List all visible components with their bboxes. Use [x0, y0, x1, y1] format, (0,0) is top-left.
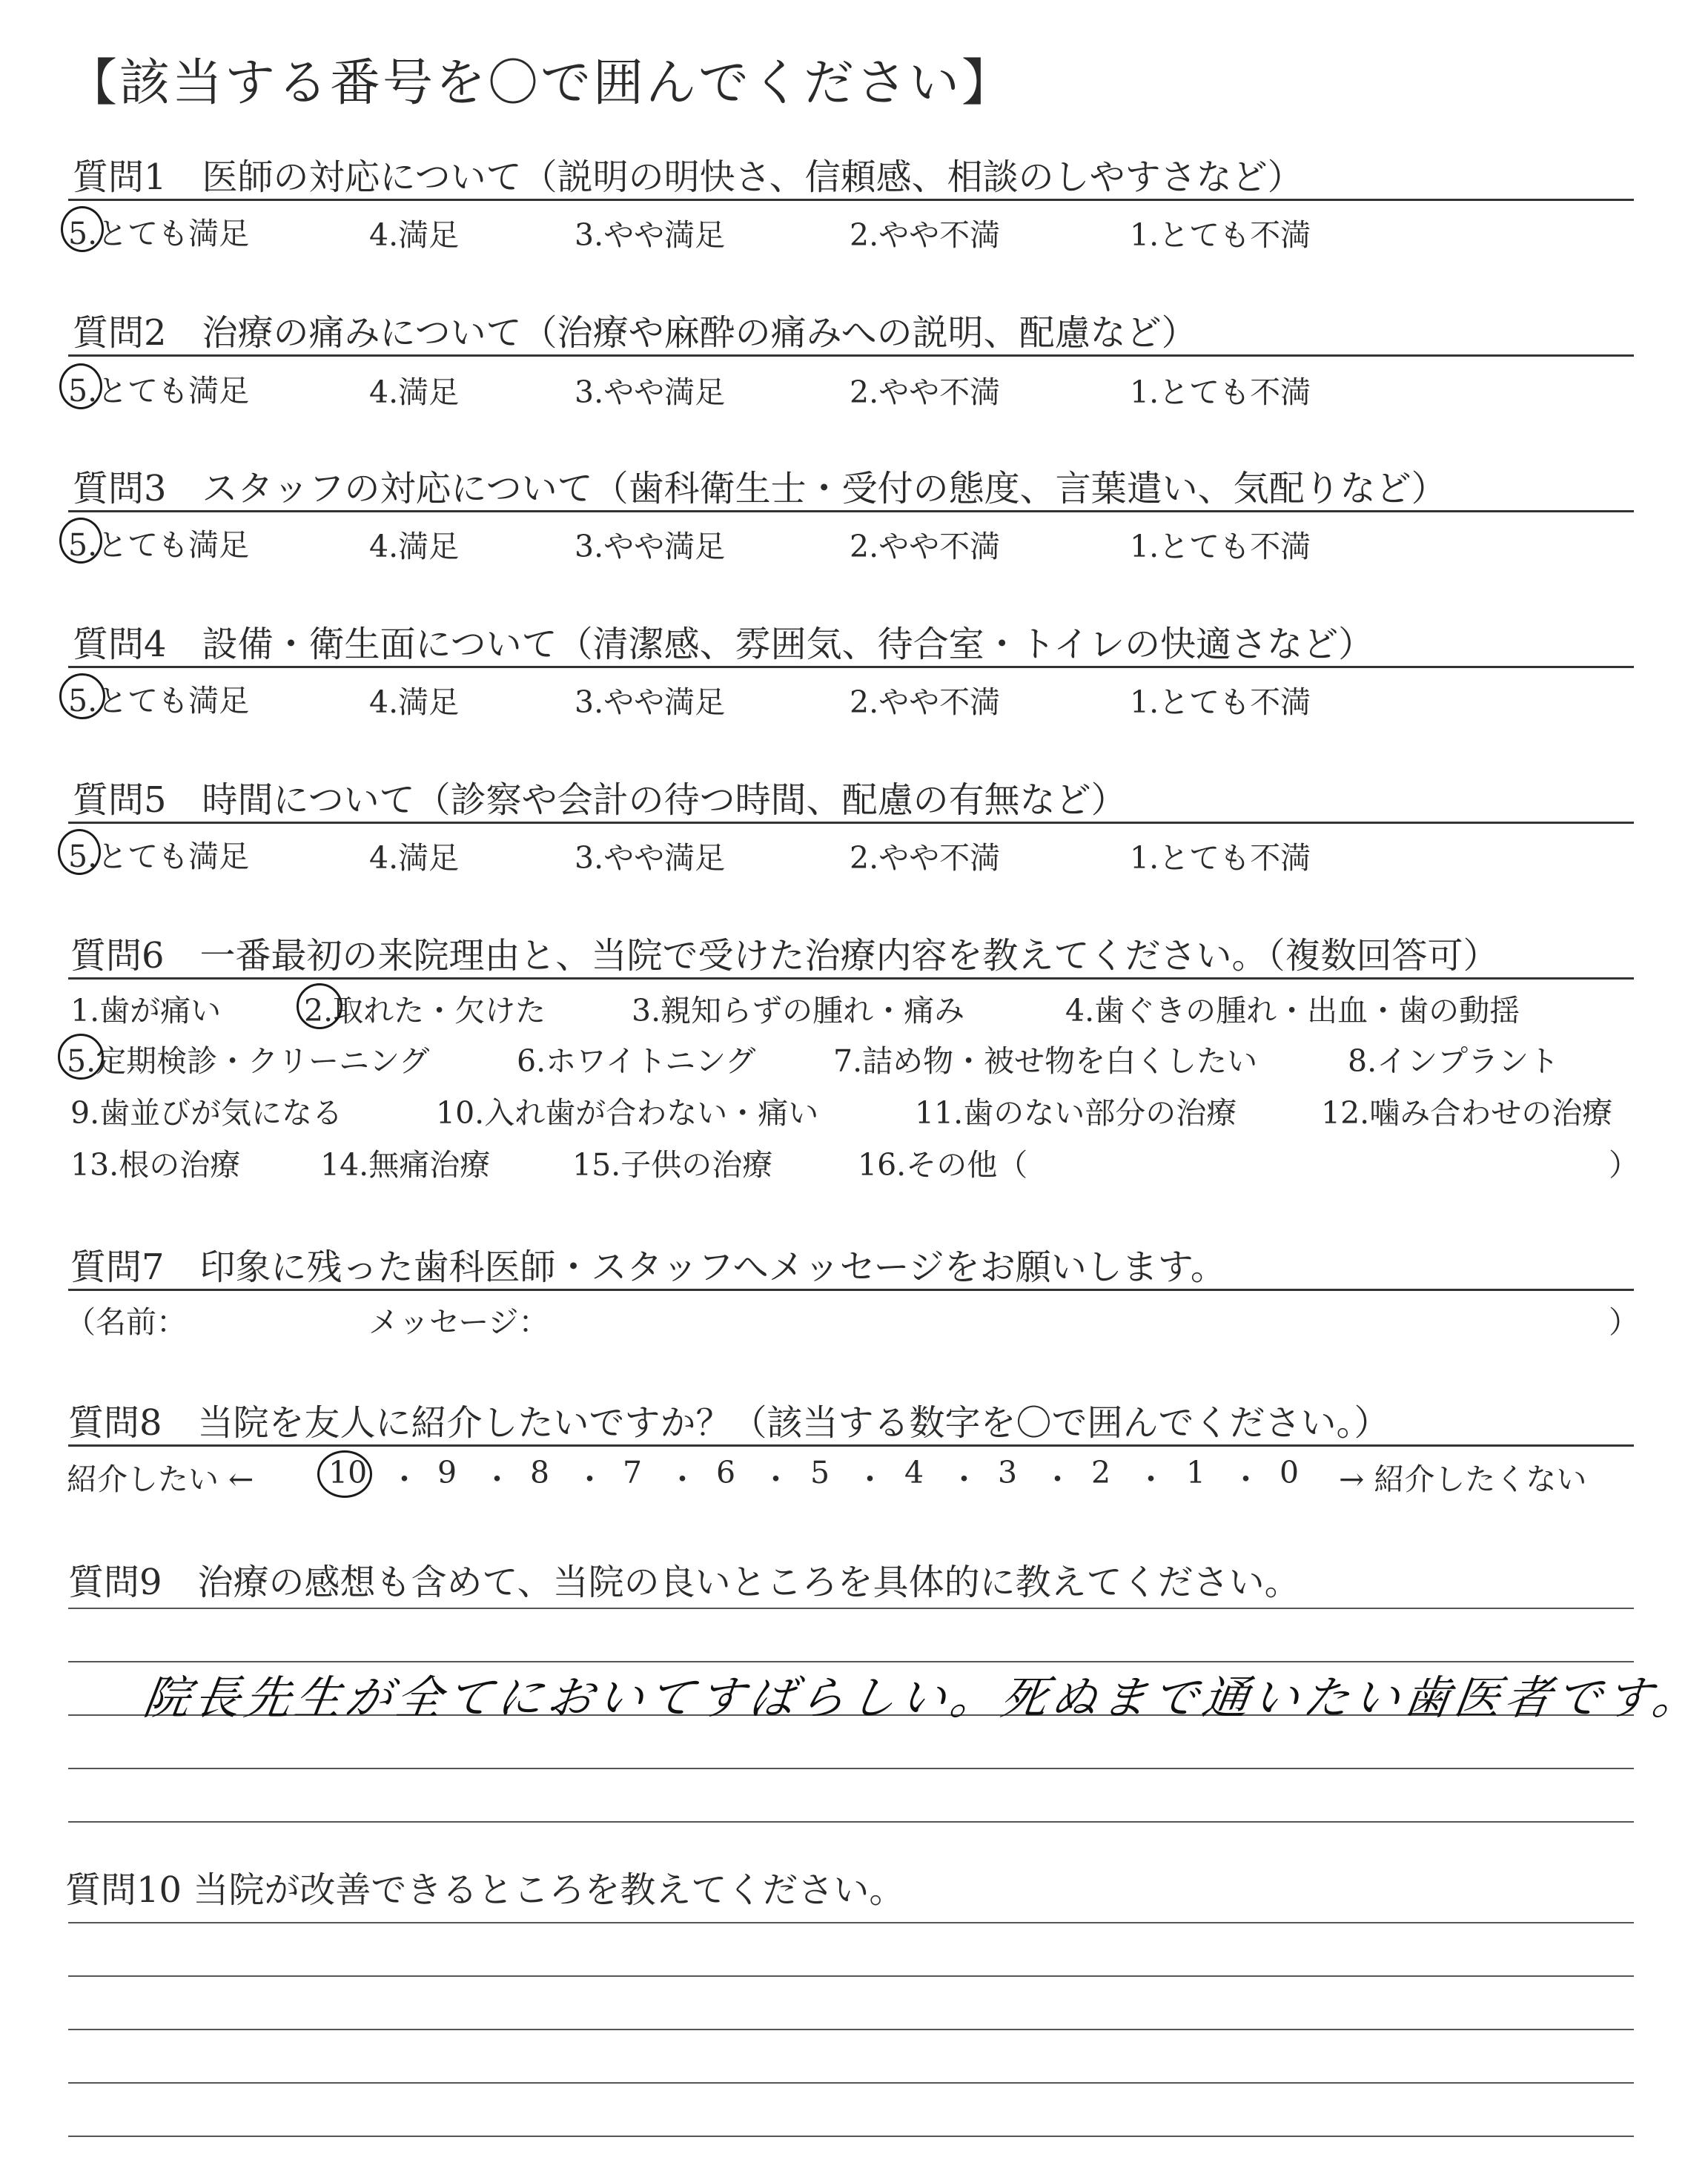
q9-line-4 [68, 1768, 1634, 1769]
q8-separator: ・ [1136, 1462, 1166, 1497]
q8-rule [68, 1444, 1634, 1447]
q6-option-3[interactable]: 3.親知らずの腫れ・痛み [632, 993, 965, 1028]
q8-scale-0[interactable]: 0 [1280, 1455, 1300, 1490]
q4-option-2[interactable]: 2.やや不満 [850, 684, 1001, 720]
q6-option-6[interactable]: 6.ホワイトニング [517, 1043, 756, 1079]
q7-title: 質問7 印象に残った歯科医師・スタッフへメッセージをお願いします。 [70, 1246, 1226, 1288]
q5-option-4[interactable]: 4.満足 [369, 840, 460, 876]
q9-line-1 [68, 1608, 1634, 1609]
q9-line-5 [68, 1821, 1634, 1823]
q3-option-2[interactable]: 2.やや不満 [850, 529, 1001, 564]
q5-selection-circle [58, 829, 101, 875]
q8-title: 質問8 当院を友人に紹介したいですか？（該当する数字を〇で囲んでください。） [68, 1402, 1390, 1444]
q4-option-1[interactable]: 1.とても不満 [1130, 684, 1311, 720]
q6-option-1[interactable]: 1.歯が痛い [70, 993, 222, 1028]
q10-title: 質問10 当院が改善できるところを教えてください。 [65, 1869, 905, 1911]
q6-option-7[interactable]: 7.詰め物・被せ物を白くしたい [833, 1043, 1258, 1079]
q8-scale-10[interactable]: 10 [328, 1455, 368, 1490]
q6-option-16[interactable]: 16.その他（ [858, 1147, 1028, 1183]
q4-selection-circle [59, 673, 105, 719]
q8-scale-5[interactable]: 5 [810, 1455, 830, 1490]
q10-line-1 [68, 1922, 1634, 1923]
q8-separator: ・ [1042, 1462, 1073, 1497]
q2-selection-circle [59, 363, 102, 409]
q6-rule [68, 977, 1634, 980]
q8-scale-2[interactable]: 2 [1091, 1455, 1111, 1490]
q8-separator: ・ [1231, 1462, 1261, 1497]
q6-option-11[interactable]: 11.歯のない部分の治療 [915, 1095, 1237, 1131]
q8-scale-1[interactable]: 1 [1186, 1455, 1206, 1490]
q8-scale-8[interactable]: 8 [530, 1455, 550, 1490]
q5-option-5[interactable]: 5.とても満足 [68, 839, 250, 874]
q1-option-2[interactable]: 2.やや不満 [850, 217, 1001, 253]
q10-line-4 [68, 2082, 1634, 2084]
q8-separator: ・ [761, 1462, 791, 1497]
q5-rule [68, 822, 1634, 824]
q8-separator: ・ [482, 1462, 512, 1497]
q4-rule [68, 666, 1634, 668]
q10-line-5 [68, 2136, 1634, 2137]
form-header: 【該当する番号を〇で囲んでください】 [67, 54, 1015, 113]
q6-option-13[interactable]: 13.根の治療 [70, 1147, 241, 1183]
q3-option-1[interactable]: 1.とても不満 [1130, 529, 1311, 564]
q6-option-4[interactable]: 4.歯ぐきの腫れ・出血・歯の動揺 [1065, 993, 1520, 1028]
q1-title: 質問1 医師の対応について（説明の明快さ、信頼感、相談のしやすさなど） [73, 156, 1303, 198]
q2-option-1[interactable]: 1.とても不満 [1130, 374, 1311, 410]
q6-title: 質問6 一番最初の来院理由と、当院で受けた治療内容を教えてください。（複数回答可） [70, 935, 1499, 977]
q8-scale-4[interactable]: 4 [904, 1455, 924, 1490]
q8-left-label: 紹介したい ← [67, 1462, 254, 1497]
q5-option-3[interactable]: 3.やや満足 [575, 840, 726, 876]
q8-scale-9[interactable]: 9 [437, 1455, 457, 1490]
q8-separator: ・ [667, 1462, 698, 1497]
q7-rule [68, 1289, 1634, 1291]
q8-separator: ・ [949, 1462, 979, 1497]
q5-option-1[interactable]: 1.とても不満 [1130, 840, 1311, 876]
q1-rule [68, 199, 1634, 201]
q2-option-2[interactable]: 2.やや不満 [850, 374, 1001, 410]
q6-option-8[interactable]: 8.インプラント [1348, 1043, 1560, 1079]
q4-option-3[interactable]: 3.やや満足 [575, 684, 726, 720]
q4-title: 質問4 設備・衛生面について（清潔感、雰囲気、待合室・トイレの快適さなど） [73, 624, 1374, 665]
q6-selection-circle-5 [58, 1034, 104, 1080]
q3-title: 質問3 スタッフの対応について（歯科衛生士・受付の態度、言葉遣い、気配りなど） [73, 468, 1447, 509]
q8-separator: ・ [575, 1462, 605, 1497]
q7-message-label: メッセージ： [368, 1304, 549, 1340]
q5-title: 質問5 時間について（診察や会計の待つ時間、配慮の有無など） [73, 779, 1127, 821]
q9-title: 質問9 治療の感想も含めて、当院の良いところを具体的に教えてください。 [68, 1562, 1300, 1603]
q8-separator: ・ [389, 1462, 420, 1497]
q2-option-4[interactable]: 4.満足 [369, 374, 460, 410]
q8-scale-6[interactable]: 6 [716, 1455, 736, 1490]
q6-option-5[interactable]: 5.定期検診・クリーニング [67, 1043, 430, 1079]
q8-selection-circle [317, 1450, 372, 1498]
q1-option-4[interactable]: 4.満足 [369, 217, 460, 253]
q2-option-5[interactable]: 5.とても満足 [68, 373, 250, 409]
q10-line-2 [68, 1975, 1634, 1977]
q3-option-4[interactable]: 4.満足 [369, 529, 460, 564]
q2-option-3[interactable]: 3.やや満足 [575, 374, 726, 410]
q2-rule [68, 354, 1634, 357]
q6-option-15[interactable]: 15.子供の治療 [572, 1147, 773, 1183]
q4-option-5[interactable]: 5.とても満足 [68, 683, 250, 719]
q9-handwritten-answer: 院長先生が全てにおいてすばらしい。死ぬまで通いたい歯医者です。 [140, 1671, 1707, 1725]
q1-selection-circle [61, 206, 104, 252]
q5-option-2[interactable]: 2.やや不満 [850, 840, 1001, 876]
q6-option-12[interactable]: 12.噛み合わせの治療 [1321, 1095, 1613, 1131]
q8-scale-7[interactable]: 7 [623, 1455, 643, 1490]
q3-rule [68, 510, 1634, 512]
q8-scale-3[interactable]: 3 [998, 1455, 1018, 1490]
q8-right-label: → 紹介したくない [1339, 1462, 1587, 1497]
q2-title: 質問2 治療の痛みについて（治療や麻酔の痛みへの説明、配慮など） [73, 312, 1197, 354]
q4-option-4[interactable]: 4.満足 [369, 684, 460, 720]
q3-option-5[interactable]: 5.とても満足 [68, 527, 250, 563]
q10-line-3 [68, 2029, 1634, 2030]
q7-name-label: （名前： [65, 1304, 187, 1340]
q3-selection-circle [59, 518, 102, 564]
q1-option-1[interactable]: 1.とても不満 [1130, 217, 1311, 253]
q6-option-2[interactable]: 2.取れた・欠けた [304, 993, 546, 1028]
q1-option-3[interactable]: 3.やや満足 [575, 217, 726, 253]
q8-separator: ・ [855, 1462, 885, 1497]
q6-option-14[interactable]: 14.無痛治療 [320, 1147, 491, 1183]
q6-option-10[interactable]: 10.入れ歯が合わない・痛い [436, 1095, 819, 1131]
q1-option-5[interactable]: 5.とても満足 [68, 216, 250, 251]
q7-close-paren: ） [1609, 1304, 1639, 1340]
q6-other-close-paren: ） [1609, 1147, 1639, 1183]
q6-option-9[interactable]: 9.歯並びが気になる [70, 1095, 343, 1131]
q6-selection-circle-2 [297, 983, 342, 1029]
q3-option-3[interactable]: 3.やや満足 [575, 529, 726, 564]
